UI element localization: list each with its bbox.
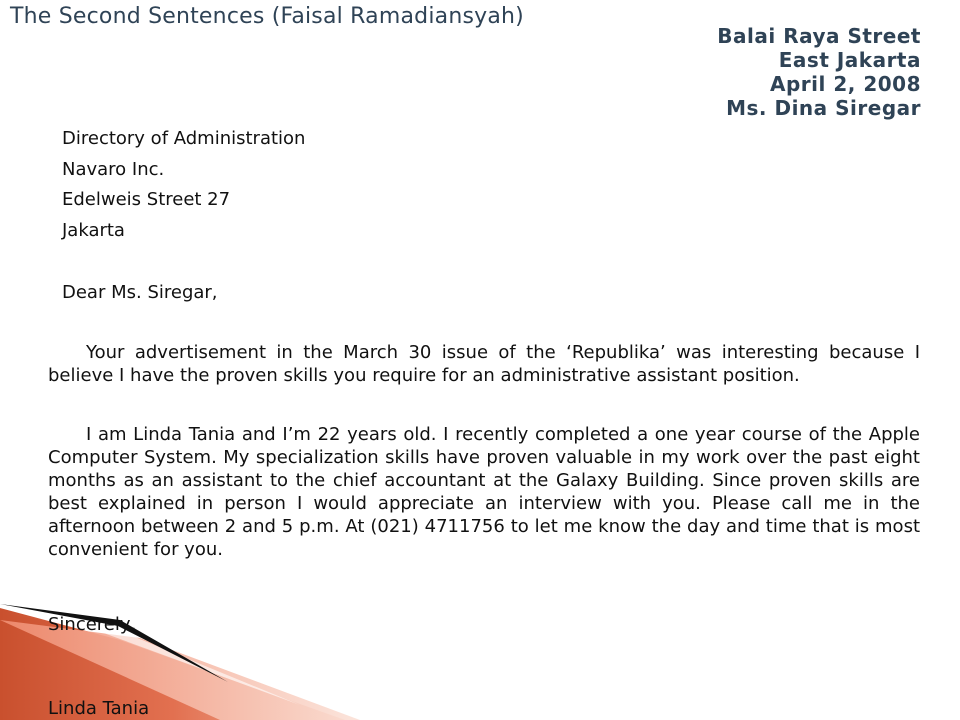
sender-street: Balai Raya Street xyxy=(717,24,921,48)
sender-city: East Jakarta xyxy=(778,48,921,72)
slide-title: The Second Sentences (Faisal Ramadiansyah) xyxy=(10,4,524,29)
recipient-company: Navaro Inc. xyxy=(62,158,165,180)
sender-name: Ms. Dina Siregar xyxy=(726,96,921,120)
letter-date: April 2, 2008 xyxy=(770,72,921,96)
salutation: Dear Ms. Siregar, xyxy=(62,282,218,303)
body-paragraph-2: I am Linda Tania and I’m 22 years old. I recently completed a one year course of the Apple Computer System. My specialization skills have proven valuable in my work over the past eight months as an assistant to the chief accountant at the Galaxy Building. Since proven skills are best explained in person I would appreciate an interview with you. Please call me in the afternoon between 2 and 5 p.m. At (021) 4711756 to let me know the day and time that is most convenient for you. xyxy=(48,424,920,560)
closing: Sincerely, xyxy=(48,614,137,635)
recipient-department: Directory of Administration xyxy=(62,128,306,149)
recipient-city: Jakarta xyxy=(62,219,125,241)
signature-name: Linda Tania xyxy=(48,698,150,719)
recipient-street: Edelweis Street 27 xyxy=(62,189,231,210)
body-paragraph-1: Your advertisement in the March 30 issue of the ‘Republika’ was interesting because I believe I have the proven skills you require for an administrative assistant position. xyxy=(48,342,920,386)
